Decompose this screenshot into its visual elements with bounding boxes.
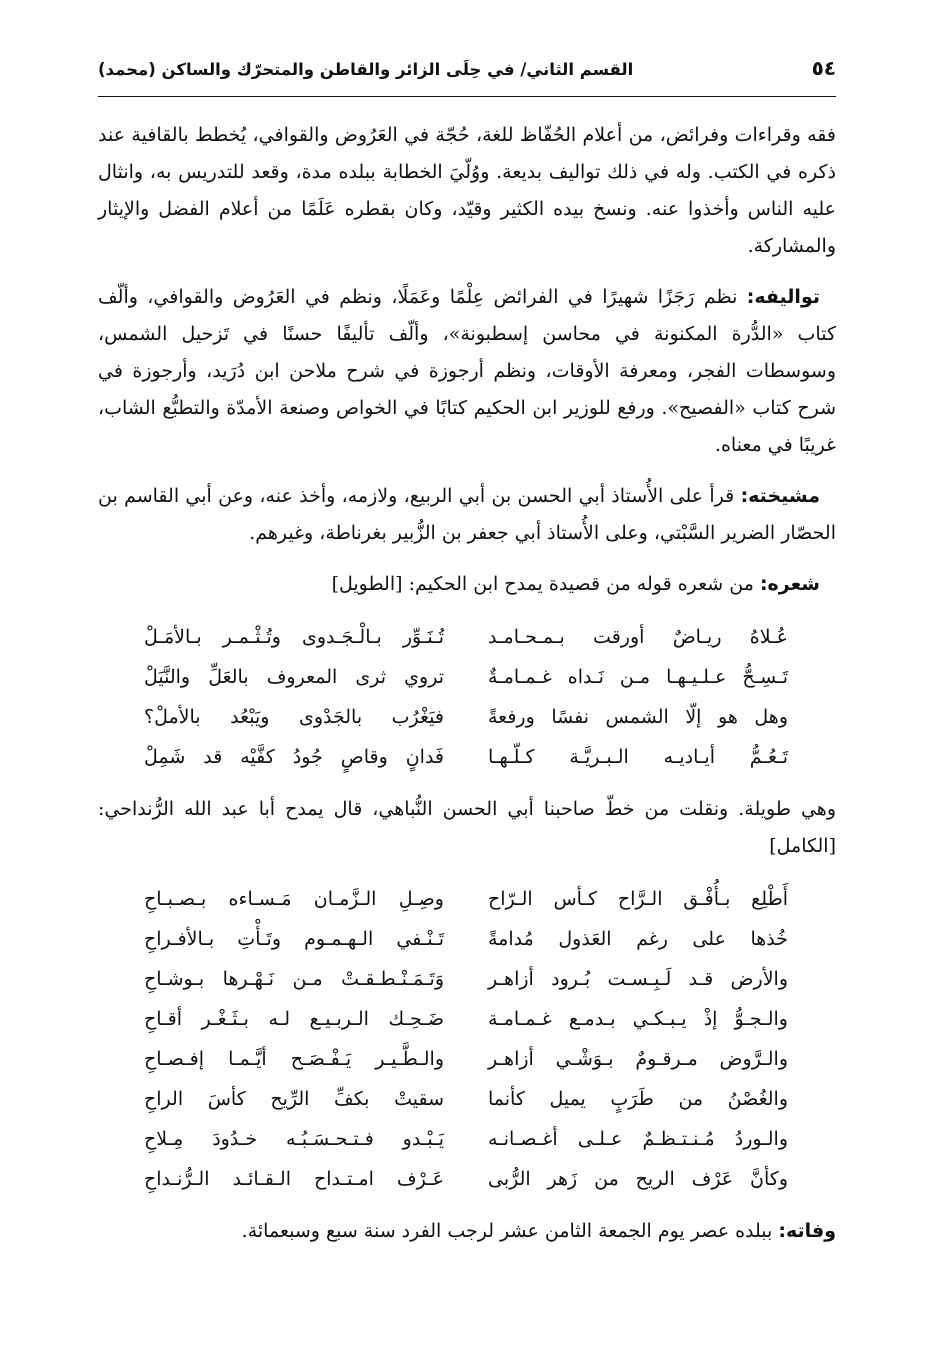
- verse-first-hemistich: والأرض قـد لَـبِـسـت بُـرود أزاهـر: [488, 968, 788, 990]
- verse-line: [98, 737, 836, 777]
- middle-text: وهي طويلة. ونقلت من خطّ صاحبنا أبي الحسن النُّباهي، قال يمدح أبا عبد الله الرُّنداحي:: [98, 798, 836, 820]
- intro-paragraph: [98, 117, 836, 265]
- verse-second-hemistich: تُـنَـوِّر بـالْـجَـدوى وتُـثْـمـر بـالأمَـلْ: [144, 626, 444, 648]
- middle-paragraph: [98, 791, 836, 865]
- page-number: ٥٤: [811, 56, 836, 80]
- verse-line: [98, 657, 836, 697]
- verse-first-hemistich: والـجـوُّ إذْ يـبـكـي بـدمـع غـمـامـة: [488, 1008, 788, 1030]
- death-text: ببلده عصر يوم الجمعة الثامن عشر لرجب الفرد سنة سبع وسبعمائة.: [241, 1220, 779, 1242]
- teachers-label: مشيخته:: [740, 485, 820, 507]
- verse-first-hemistich: عُـلاهُ ريـاضٌ أورقت بـمـحـامـد: [488, 626, 788, 648]
- verse-first-hemistich: والـرَّوض مـرقـومٌ بـوَشْـي أزاهـر: [488, 1048, 788, 1070]
- verse-second-hemistich: تَـنْـفي الـهـمـوم وتَـأْتِ بـالأفـراحِ: [144, 928, 444, 950]
- poetry-meter: [الطويل]: [331, 573, 403, 595]
- verse-first-hemistich: وهل هو إلّا الشمس نفسًا ورفعةً: [488, 706, 788, 728]
- verse-second-hemistich: تروي ثرى المعروف بالعَلِّ والنَّيَلْ: [144, 666, 444, 688]
- poem-one: [98, 617, 836, 777]
- verse-line: [98, 1119, 836, 1159]
- works-label: تواليفه:: [746, 286, 820, 308]
- verse-first-hemistich: تَـعُـمُّ أيـاديـه الـبـريَّـة كـلّـهـا: [488, 746, 788, 768]
- header-rule: [98, 96, 836, 97]
- poem-two: [98, 879, 836, 1199]
- verse-first-hemistich: تَـسِـحُّ عـلـيـهـا مـن نَـداه غـمـامـةٌ: [488, 666, 788, 688]
- verse-line: [98, 617, 836, 657]
- verse-first-hemistich: والغُصْنُ من طَرَبٍ يميل كأنما: [488, 1088, 788, 1110]
- poetry-text: من شعره قوله من قصيدة يمدح ابن الحكيم:: [402, 573, 760, 595]
- teachers-text: قرأ على الأُستاذ أبي الحسن بن أبي الربيع، ولازمه، وأخذ عنه، وعن أبي القاسم بن الحصّار الضرير السَّبْتي، وعلى الأُستاذ أبي جعفر بن الزُّبير بغرناطة، وغيرهم.: [98, 485, 836, 544]
- death-label: وفاته:: [778, 1220, 836, 1242]
- verse-second-hemistich: سقيتْ بكفِّ الرِّيح كأسَ الراحِ: [144, 1088, 444, 1110]
- verse-second-hemistich: يَـبْـدو فـتـحـسَـبُـه خـدُودَ مِـلاحِ: [144, 1128, 444, 1150]
- verse-line: [98, 919, 836, 959]
- verse-line: [98, 697, 836, 737]
- verse-second-hemistich: ضَـحِـك الـربـيـع لـه بـثَـغْـر أقـاحِ: [144, 1008, 444, 1030]
- death-paragraph: [98, 1213, 836, 1250]
- works-text: نظم رَجَزًا شهيرًا في الفرائض عِلْمًا وعَمَلًا، ونظم في العَرُوض والقوافي، وألّف كتاب «الدُّرة المكنونة في محاسن إسطبونة»، وألّف تأليفًا حسنًا في تَزحيل الشمس، وسوسطات الفجر، ومعرفة الأوقات، ونظم أرجوزة في شرح ملاحن ابن دُرَيد، وأرجوزة في شرح كتاب «الفصيح». ورفع للوزير ابن الحكيم كتابًا في الخواص وصنعة الأمدّة والتطبُّع الشاب، غريبًا في معناه.: [98, 286, 836, 456]
- poetry-paragraph: [98, 566, 836, 603]
- verse-second-hemistich: والـطَّـيـر يَـفْـصَـح أيَّـمـا إفـصـاحِ: [144, 1048, 444, 1070]
- verse-first-hemistich: خُذها على رغم العَذول مُدامةً: [488, 928, 788, 950]
- verse-line: [98, 959, 836, 999]
- verse-line: [98, 1159, 836, 1199]
- verse-line: [98, 879, 836, 919]
- works-paragraph: [98, 279, 836, 464]
- verse-second-hemistich: عَـرْف امـتـداح الـقـائـد الـرُّنـداحِ: [144, 1168, 444, 1190]
- verse-first-hemistich: وكأنَّ عَرْف الريح من زَهر الرُّبى: [488, 1168, 788, 1190]
- verse-second-hemistich: فيَغْرُب بالجَدْوى ويَبْعُد بالأملْ؟: [144, 706, 444, 728]
- teachers-paragraph: [98, 478, 836, 552]
- middle-meter: [الكامل]: [769, 835, 836, 857]
- running-head: [98, 56, 836, 96]
- section-title: القسم الثاني/ في حِلَى الزائر والقاطن والمتحرّك والساكن (محمد): [98, 60, 634, 79]
- verse-second-hemistich: وَتَـمَـنْـطـقـتْ مـن نَـهْـرها بـوشـاحِ: [144, 968, 444, 990]
- verse-second-hemistich: وصِـلِ الـزَّمـان مَـسـاءه بـصـبـاحِ: [144, 888, 444, 910]
- verse-line: [98, 1079, 836, 1119]
- verse-line: [98, 1039, 836, 1079]
- poetry-label: شعره:: [759, 573, 820, 595]
- verse-first-hemistich: أَطْلِع بـأُفْـق الـرَّاح كـأس الـرّاح: [488, 888, 788, 910]
- verse-second-hemistich: فَدانٍ وقاصٍ جُودُ كفَّيْه قد شَمِلْ: [144, 746, 444, 768]
- verse-first-hemistich: والـوردُ مُـنـتـظـمٌ عـلـى أغـصـانـه: [488, 1128, 788, 1150]
- intro-text: فقه وقراءات وفرائض، من أعلام الحُفّاظ للغة، حُجّة في العَرُوض والقوافي، يُخطط بالقافية عند ذكره في الكتب. وله في ذلك تواليف بديعة. ووُلّيَ الخطابة ببلده مدة، وقعد للتدريس به، وانثال عليه الناس وأخذوا عنه. ونسخ بيده الكثير وقيّد، وكان بقطره عَلَمًا من أعلام الفضل والإيثار والمشاركة.: [98, 124, 836, 257]
- book-page: [98, 56, 836, 1264]
- verse-line: [98, 999, 836, 1039]
